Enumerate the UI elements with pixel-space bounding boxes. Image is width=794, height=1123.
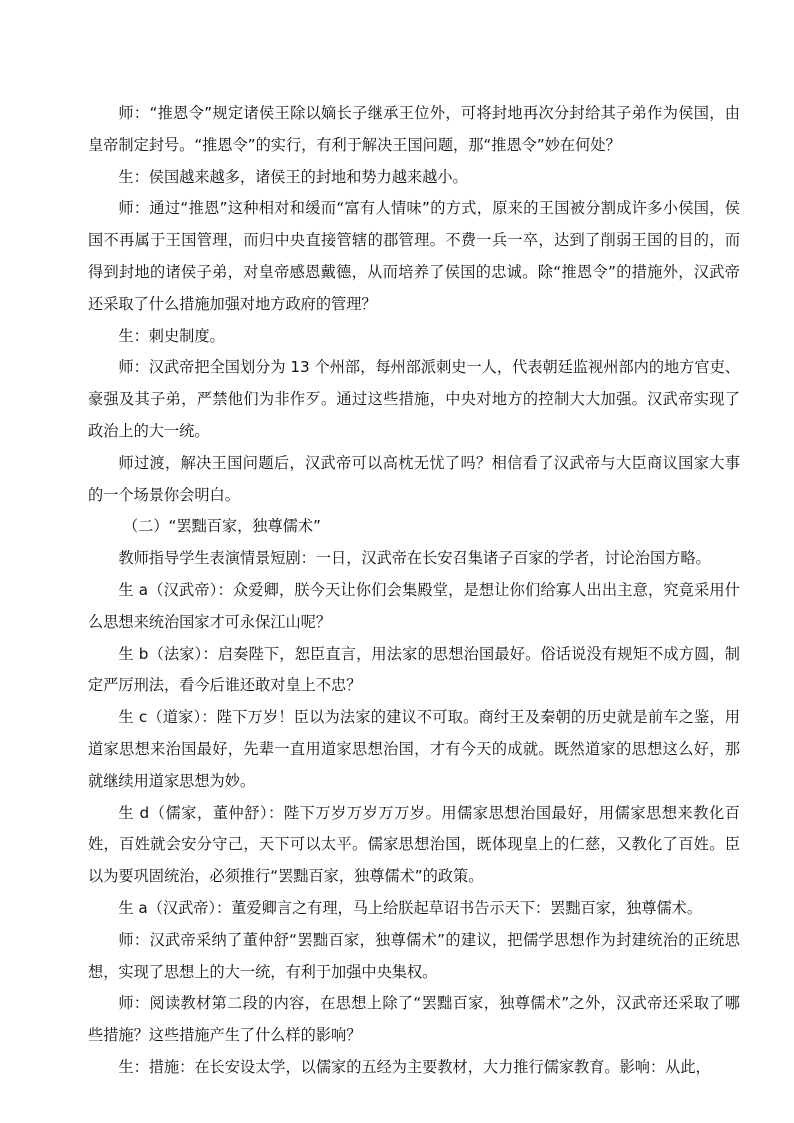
- paragraph-15: 师：阅读教材第二段的内容，在思想上除了“罢黜百家，独尊儒术”之外，汉武帝还采取了哪些措施？这些措施产生了什么样的影响？: [88, 994, 740, 1045]
- paragraph-9: 生 a（汉武帝）：众爱卿，朕今天让你们会集殿堂，是想让你们给寡人出出主意，究竟采用什么思想来统治国家才可永保江山呢？: [88, 580, 740, 631]
- paragraph-1: 师：“推恩令”规定诸侯王除以嫡长子继承王位外，可将封地再次分封给其子弟作为侯国，由皇帝制定封号。“推恩令”的实行，有利于解决王国问题，那“推恩令”妙在何处？: [88, 104, 740, 154]
- paragraph-8: 教师指导学生表演情景短剧：一日，汉武帝在长安召集诸子百家的学者，讨论治国方略。: [118, 549, 711, 568]
- document-body: [88, 98, 740, 1084]
- paragraph-3: 师：通过“推恩”这种相对和缓而“富有人情味”的方式，原来的王国被分割成许多小侯国，侯国不再属于王国管理，而归中央直接管辖的郡管理。不费一兵一卒，达到了削弱王国的目的，而得到封地的诸侯子弟，对皇帝感恩戴德，从而培养了侯国的忠诚。除“推恩令”的措施外，汉武帝还采取了什么措施加强对地方政府的管理？: [88, 199, 740, 313]
- paragraph-14: 师：汉武帝采纳了董仲舒“罢黜百家，独尊儒术”的建议，把儒学思想作为封建统治的正统思想，实现了思想上的大一统，有利于加强中央集权。: [88, 930, 740, 981]
- paragraph-12: 生 d（儒家，董仲舒）：陛下万岁万岁万万岁。用儒家思想治国最好，用儒家思想来教化百姓，百姓就会安分守己，天下可以太平。儒家思想治国，既体现皇上的仁慈，又教化了百姓。臣以为要巩固统治，必须推行“罢黜百家，独尊儒术”的政策。: [88, 803, 740, 886]
- paragraph-6: 师过渡，解决王国问题后，汉武帝可以高枕无忧了吗？相信看了汉武帝与大臣商议国家大事的一个场景你会明白。: [88, 453, 740, 504]
- paragraph-4: 生：刺史制度。: [118, 326, 225, 345]
- paragraph-16: 生：措施：在长安设太学，以儒家的五经为主要教材，大力推行儒家教育。影响：从此，: [118, 1057, 711, 1076]
- paragraph-11: 生 c（道家）：陛下万岁！臣以为法家的建议不可取。商纣王及秦朝的历史就是前车之鉴，用道家思想来治国最好，先辈一直用道家思想治国，才有今天的成就。既然道家的思想这么好，那就继续用道家思想为妙。: [88, 708, 740, 790]
- paragraph-2: 生：侯国越来越多，诸侯王的封地和势力越来越小。: [118, 167, 468, 186]
- paragraph-13: 生 a（汉武帝）：董爱卿言之有理，马上给朕起草诏书告示天下：罢黜百家，独尊儒术。: [118, 898, 703, 917]
- paragraph-10: 生 b（法家）：启奏陛下，恕臣直言，用法家的思想治国最好。俗话说没有规矩不成方圆，制定严厉刑法，看今后谁还敢对皇上不忠？: [88, 644, 740, 695]
- section-heading: （二）“罢黜百家，独尊儒术”: [122, 517, 321, 536]
- paragraph-5: 师：汉武帝把全国划分为 13 个州部，每州部派刺史一人，代表朝廷监视州部内的地方官吏、豪强及其子弟，严禁他们为非作歹。通过这些措施，中央对地方的控制大大加强。汉武帝实现了政治上的大一统。: [88, 358, 740, 440]
